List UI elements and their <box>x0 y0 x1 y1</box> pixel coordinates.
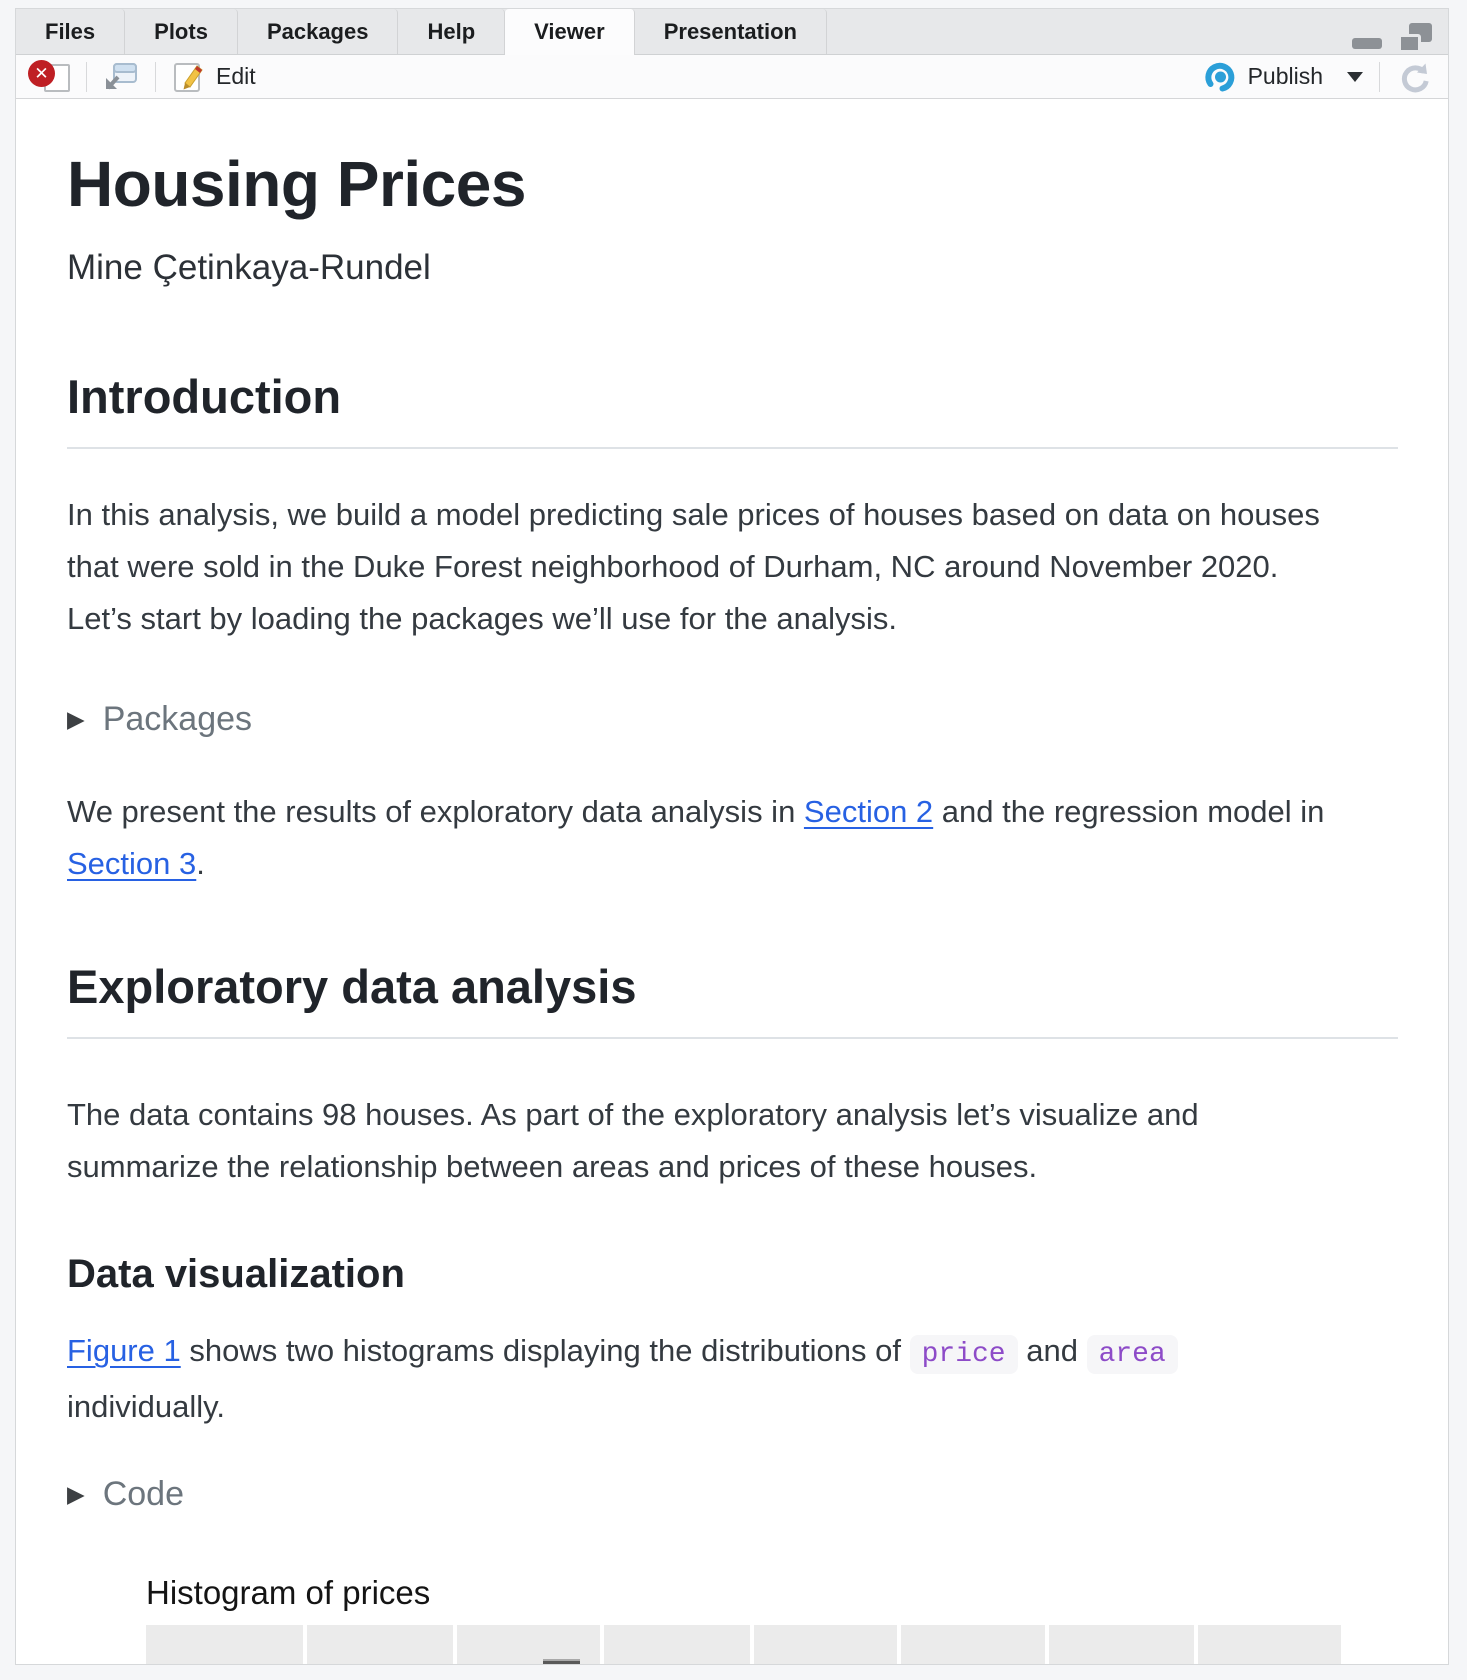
sections-text-post: . <box>196 846 205 882</box>
heading-exploratory-data-analysis: Exploratory data analysis <box>67 963 1398 1039</box>
tab-files-label: Files <box>45 18 96 44</box>
inline-code-price: price <box>910 1335 1018 1374</box>
sections-text-mid: and the regression model in <box>933 794 1325 830</box>
section-2-link[interactable]: Section 2 <box>803 794 934 830</box>
disclosure-triangle-icon: ▶ <box>67 1481 85 1508</box>
toolbar-separator <box>155 62 156 92</box>
histogram-bar <box>543 1659 580 1664</box>
eda-paragraph: The data contains 98 houses. As part of the exploratory analysis let’s visualize and summarize the relationship between areas and prices of these houses. <box>67 1097 1199 1185</box>
maximize-pane-icon[interactable] <box>1398 23 1432 53</box>
publish-icon <box>1202 59 1238 95</box>
author-name: Mine Çetinkaya-Rundel <box>67 248 431 288</box>
sections-text-pre: We present the results of exploratory data analysis in <box>67 794 804 830</box>
clear-x-glyph: ✕ <box>34 63 49 83</box>
pane-tab-bar <box>16 9 1448 55</box>
minimize-pane-icon[interactable] <box>1352 38 1382 49</box>
open-in-new-window-button[interactable] <box>99 61 143 93</box>
viewer-toolbar <box>16 55 1448 99</box>
edit-button-label: Edit <box>216 63 256 89</box>
tab-packages-label: Packages <box>266 18 369 44</box>
clear-red-x-icon <box>28 60 55 87</box>
toolbar-right-cluster <box>1198 59 1436 95</box>
page-title: Housing Prices <box>67 148 526 220</box>
viewer-content[interactable] <box>16 99 1448 1664</box>
figure-text-post: individually. <box>67 1389 225 1425</box>
heading-introduction: Introduction <box>67 373 1398 449</box>
plot-gridline <box>1194 1625 1198 1664</box>
tab-presentation[interactable] <box>635 9 827 54</box>
refresh-icon <box>1396 59 1432 95</box>
heading-data-visualization: Data visualization <box>67 1252 405 1297</box>
toolbar-separator <box>1379 62 1380 92</box>
publish-button-label: Publish <box>1247 63 1323 89</box>
sections-paragraph <box>67 786 1337 890</box>
tab-plots[interactable] <box>125 9 238 54</box>
viewer-pane <box>15 8 1449 1665</box>
pane-window-buttons <box>1352 23 1432 53</box>
publish-button[interactable] <box>1198 59 1367 95</box>
disclosure-triangle-icon: ▶ <box>67 706 85 733</box>
clear-viewer-button[interactable] <box>28 59 74 95</box>
document-body <box>16 99 1448 1664</box>
plot-gridline <box>453 1625 457 1664</box>
toolbar-separator <box>86 62 87 92</box>
section-3-link[interactable]: Section 3 <box>67 846 197 882</box>
popout-window-icon <box>103 61 139 93</box>
intro-paragraph: In this analysis, we build a model predicting sale prices of houses based on data on houses that were sold in the Duke Forest neighborhood of Durham, NC around November 2020. Let’s start by loading the packages we’ll use for the analysis. <box>67 497 1320 637</box>
plot-gridline <box>1045 1625 1049 1664</box>
tab-help[interactable] <box>398 9 505 54</box>
tab-help-label: Help <box>427 18 476 44</box>
plot-gridline <box>750 1625 754 1664</box>
tab-plots-label: Plots <box>154 18 208 44</box>
plot-gridline <box>897 1625 901 1664</box>
tab-viewer-label: Viewer <box>534 19 605 44</box>
tab-files[interactable] <box>16 9 125 54</box>
plot-gridline <box>600 1625 604 1664</box>
tab-packages[interactable] <box>238 9 399 54</box>
plot-title: Histogram of prices <box>146 1574 431 1612</box>
inline-code-area: area <box>1087 1335 1178 1374</box>
figure-1-link[interactable]: Figure 1 <box>67 1333 181 1369</box>
refresh-button[interactable] <box>1392 59 1436 95</box>
publish-dropdown-caret-icon <box>1347 72 1363 82</box>
figure-paragraph <box>67 1325 1337 1433</box>
plot-gridline <box>303 1625 307 1664</box>
tab-presentation-label: Presentation <box>663 18 797 44</box>
edit-pencil-icon <box>172 60 206 94</box>
packages-disclosure[interactable] <box>67 700 1448 739</box>
figure-text-and: and <box>1017 1333 1087 1369</box>
maximize-front-square <box>1398 34 1421 53</box>
code-disclosure[interactable] <box>67 1475 1448 1514</box>
tab-viewer[interactable] <box>505 9 635 55</box>
code-disclosure-label: Code <box>102 1475 184 1514</box>
packages-disclosure-label: Packages <box>102 700 253 739</box>
plot-panel <box>146 1625 1341 1664</box>
edit-button[interactable] <box>168 60 260 94</box>
figure-text-mid: shows two histograms displaying the distributions of <box>180 1333 910 1369</box>
histogram-figure <box>146 1574 1448 1664</box>
